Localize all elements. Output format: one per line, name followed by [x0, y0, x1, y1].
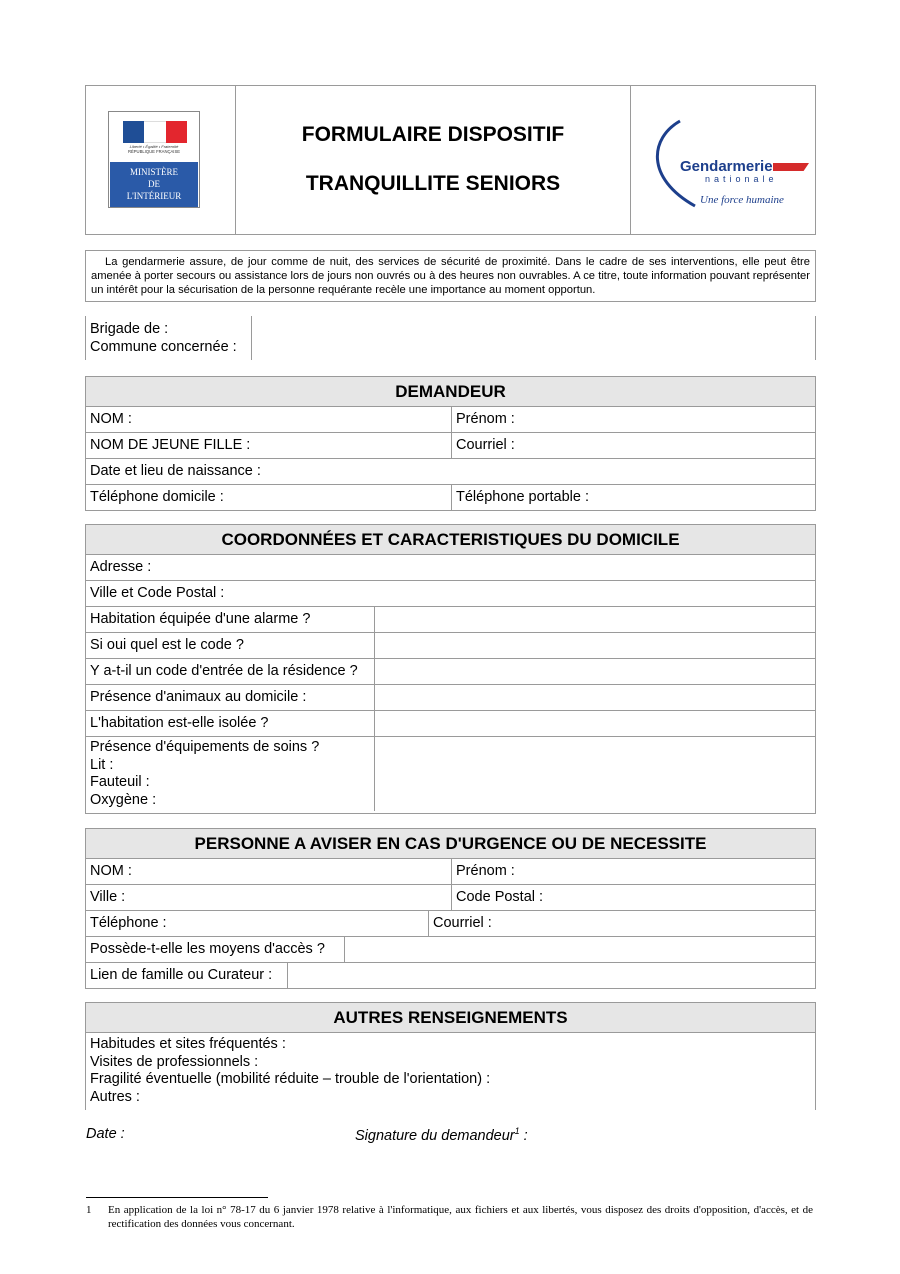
lien-label: Lien de famille ou Curateur : [90, 967, 273, 983]
habitudes-label: Habitudes et sites fréquentés : [90, 1036, 286, 1052]
naissance-field[interactable]: Date et lieu de naissance : [90, 463, 261, 479]
form-row [86, 607, 815, 633]
section-demandeur [85, 376, 816, 511]
ministry-name-block [110, 162, 198, 207]
intro-text: La gendarmerie assure, de jour comme de nuit, des services de sécurité de proximité. Dans le cadre de ses interventions, elle peut être amenée à porter secours ou assistance lors de jours non ouvrés ou à des heures non ouvrables. A ce titre, toute information pouvant représenter un intérêt pour la sécurisation de la personne requérante recèle une importance au moment opportun. [85, 250, 816, 302]
ville-cp-field[interactable]: Ville et Code Postal : [90, 585, 225, 601]
visites-label: Visites de professionnels : [90, 1053, 259, 1070]
urgence-courriel-field[interactable]: Courriel : [428, 911, 815, 936]
footnote [86, 1203, 813, 1231]
section-autres [85, 1002, 816, 1110]
nom-field[interactable]: NOM : [90, 411, 132, 427]
tel-portable-field[interactable]: Téléphone portable : [451, 485, 815, 510]
brigade-label: Brigade de : [90, 321, 169, 337]
form-row [86, 737, 815, 813]
form-row [86, 407, 815, 433]
nom-jeune-fille-field[interactable]: NOM DE JEUNE FILLE : [90, 437, 251, 453]
soins-label-block [86, 737, 374, 813]
alarme-input[interactable] [374, 607, 815, 632]
autres-label: Autres : [90, 1088, 140, 1105]
form-row [86, 633, 815, 659]
commune-label: Commune concernée : [90, 339, 237, 355]
form-row [86, 685, 815, 711]
ministry-line: L'INTÉRIEUR [126, 191, 182, 201]
isolee-label: L'habitation est-elle isolée ? [90, 715, 269, 731]
ministry-motto: Liberté • Égalité • Fraternité [129, 144, 179, 149]
ministry-line: MINISTÈRE [130, 167, 178, 177]
section-title: PERSONNE A AVISER EN CAS D'URGENCE OU DE NECESSITE [86, 829, 815, 859]
soins-input[interactable] [374, 737, 815, 813]
section-title: COORDONNÉES ET CARACTERISTIQUES DU DOMICILE [86, 525, 815, 555]
ministry-line: DE [148, 179, 160, 189]
section-urgence [85, 828, 816, 989]
alarme-label: Habitation équipée d'une alarme ? [90, 611, 311, 627]
autres-block[interactable] [86, 1033, 815, 1108]
code-entree-label: Y a-t-il un code d'entrée de la résidence ? [90, 663, 358, 679]
code-entree-input[interactable] [374, 659, 815, 684]
fauteuil-label: Fauteuil : [90, 774, 150, 790]
form-row [86, 911, 815, 937]
form-row [86, 937, 815, 963]
acces-input[interactable] [344, 937, 815, 962]
oxygene-label: Oxygène : [90, 791, 157, 808]
animaux-label: Présence d'animaux au domicile : [90, 689, 307, 705]
urgence-prenom-field[interactable]: Prénom : [451, 859, 815, 884]
gendarmerie-name: Gendarmerie [680, 158, 773, 175]
form-row [86, 963, 815, 988]
form-row [86, 885, 815, 911]
gendarmerie-slogan: Une force humaine [700, 194, 784, 206]
form-title-line1: FORMULAIRE DISPOSITIF [301, 123, 565, 146]
header-divider [630, 85, 631, 235]
signature-label-block [355, 1126, 528, 1144]
footnote-ref: 1 [514, 1126, 520, 1136]
acces-label: Possède-t-elle les moyens d'accès ? [90, 941, 325, 957]
isolee-input[interactable] [374, 711, 815, 736]
code-input[interactable] [374, 633, 815, 658]
gendarmerie-flag-icon [773, 163, 809, 171]
courriel-field[interactable]: Courriel : [451, 433, 815, 458]
gendarmerie-sub: nationale [705, 174, 778, 184]
section-title: DEMANDEUR [86, 377, 815, 407]
adresse-field[interactable]: Adresse : [90, 559, 152, 575]
fragilite-label: Fragilité éventuelle (mobilité réduite – trouble de l'orientation) : [90, 1071, 491, 1087]
form-row [86, 659, 815, 685]
form-title-line2: TRANQUILLITE SENIORS [305, 172, 561, 195]
form-row [86, 859, 815, 885]
ministry-republic: RÉPUBLIQUE FRANÇAISE [127, 149, 181, 154]
brigade-block [85, 316, 816, 360]
open-bottom-mask [86, 811, 815, 813]
section-title: AUTRES RENSEIGNEMENTS [86, 1003, 815, 1033]
gendarmerie-logo [645, 118, 810, 213]
urgence-telephone-field[interactable]: Téléphone : [90, 915, 167, 931]
animaux-input[interactable] [374, 685, 815, 710]
signature-label: Signature du demandeur [355, 1127, 515, 1144]
ministry-logo [108, 111, 200, 208]
footnote-number: 1 [86, 1204, 92, 1216]
lit-label: Lit : [90, 756, 114, 773]
signature-colon: : [519, 1127, 528, 1144]
date-label: Date : [86, 1126, 125, 1142]
marianne-icon [123, 121, 187, 143]
urgence-nom-field[interactable]: NOM : [90, 863, 132, 879]
form-row [86, 711, 815, 737]
section-domicile [85, 524, 816, 814]
urgence-code-postal-field[interactable]: Code Postal : [451, 885, 815, 910]
brigade-input[interactable] [252, 316, 815, 360]
form-row [86, 433, 815, 459]
form-row [86, 581, 815, 607]
form-row [86, 459, 815, 485]
form-row [86, 555, 815, 581]
prenom-field[interactable]: Prénom : [451, 407, 815, 432]
urgence-ville-field[interactable]: Ville : [90, 889, 126, 905]
code-label: Si oui quel est le code ? [90, 637, 244, 653]
header-divider [235, 85, 236, 235]
footnote-divider [86, 1197, 268, 1198]
lien-input[interactable] [287, 963, 815, 988]
soins-label: Présence d'équipements de soins ? [90, 739, 320, 755]
footnote-text: En application de la loi n° 78-17 du 6 janvier 1978 relative à l'informatique, aux fichiers et aux libertés, vous disposez des droits d'opposition, d'accès, et de rectification des données vous concernant. [108, 1204, 813, 1230]
form-row [86, 485, 815, 510]
tel-domicile-field[interactable]: Téléphone domicile : [90, 489, 224, 505]
